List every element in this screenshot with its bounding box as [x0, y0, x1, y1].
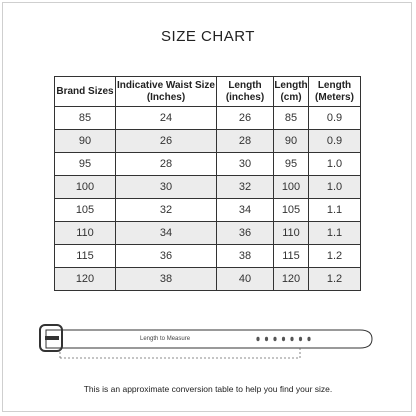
belt-hole: [256, 337, 259, 341]
cell-waist-size: 34: [116, 222, 217, 245]
cell-waist-size: 24: [116, 107, 217, 130]
table-row: [55, 130, 361, 153]
cell-waist-size: 26: [116, 130, 217, 153]
belt-strap: [46, 330, 372, 348]
cell-brand-size: 100: [55, 176, 116, 199]
header-length-meters-line1: Length: [317, 79, 352, 91]
cell-brand-size: 85: [55, 107, 116, 130]
cell-length-meters: 0.9: [309, 107, 361, 130]
page-title: SIZE CHART: [161, 28, 255, 45]
header-length-meters: [309, 77, 361, 107]
belt-hole: [299, 337, 302, 341]
header-length-cm-line2: (cm): [280, 91, 302, 103]
cell-length-cm: 115: [274, 245, 309, 268]
cell-length-inches: 38: [217, 245, 274, 268]
cell-length-meters: 1.2: [309, 245, 361, 268]
header-waist-size: [116, 77, 217, 107]
table-header-row: [55, 77, 361, 107]
table-row: [55, 245, 361, 268]
cell-length-meters: 1.2: [309, 268, 361, 291]
table-row: [55, 153, 361, 176]
table-row: [55, 107, 361, 130]
header-length-meters-line2: (Meters): [315, 91, 354, 103]
cell-brand-size: 110: [55, 222, 116, 245]
measure-label: Length to Measure: [140, 336, 191, 342]
cell-length-cm: 90: [274, 130, 309, 153]
cell-brand-size: 115: [55, 245, 116, 268]
header-brand-sizes-line1: Brand Sizes: [56, 85, 114, 97]
cell-waist-size: 28: [116, 153, 217, 176]
table-row: [55, 199, 361, 222]
belt-hole: [273, 337, 276, 341]
cell-brand-size: 95: [55, 153, 116, 176]
cell-length-inches: 32: [217, 176, 274, 199]
cell-length-inches: 40: [217, 268, 274, 291]
cell-length-meters: 1.0: [309, 176, 361, 199]
cell-length-inches: 34: [217, 199, 274, 222]
cell-length-cm: 85: [274, 107, 309, 130]
cell-length-meters: 1.1: [309, 199, 361, 222]
size-table: [54, 76, 361, 291]
cell-length-meters: 1.1: [309, 222, 361, 245]
header-brand-sizes: [55, 77, 116, 107]
cell-length-cm: 110: [274, 222, 309, 245]
cell-length-inches: 30: [217, 153, 274, 176]
header-length-inches-line2: (inches): [225, 91, 265, 103]
header-waist-size-line2: (Inches): [146, 91, 186, 103]
header-length-cm-line1: Length: [274, 79, 308, 91]
belt-diagram: [0, 318, 416, 378]
belt-hole: [265, 337, 268, 341]
cell-length-inches: 28: [217, 130, 274, 153]
cell-waist-size: 32: [116, 199, 217, 222]
buckle-tongue: [45, 336, 59, 340]
cell-length-cm: 95: [274, 153, 309, 176]
belt-hole: [307, 337, 310, 341]
header-waist-size-line1: Indicative Waist Size: [117, 79, 215, 91]
cell-length-cm: 100: [274, 176, 309, 199]
cell-brand-size: 90: [55, 130, 116, 153]
footer-note: This is an approximate conversion table to help you find your size.: [83, 384, 333, 394]
cell-length-cm: 105: [274, 199, 309, 222]
belt-hole: [282, 337, 285, 341]
cell-waist-size: 38: [116, 268, 217, 291]
cell-length-inches: 36: [217, 222, 274, 245]
header-length-inches: [217, 77, 274, 107]
belt-hole: [290, 337, 293, 341]
table-row: [55, 176, 361, 199]
cell-waist-size: 36: [116, 245, 217, 268]
header-length-cm: [274, 77, 309, 107]
cell-length-inches: 26: [217, 107, 274, 130]
table-row: [55, 222, 361, 245]
cell-brand-size: 120: [55, 268, 116, 291]
cell-length-cm: 120: [274, 268, 309, 291]
cell-length-meters: 0.9: [309, 130, 361, 153]
cell-waist-size: 30: [116, 176, 217, 199]
header-length-inches-line1: Length: [228, 79, 262, 91]
cell-brand-size: 105: [55, 199, 116, 222]
table-row: [55, 268, 361, 291]
cell-length-meters: 1.0: [309, 153, 361, 176]
